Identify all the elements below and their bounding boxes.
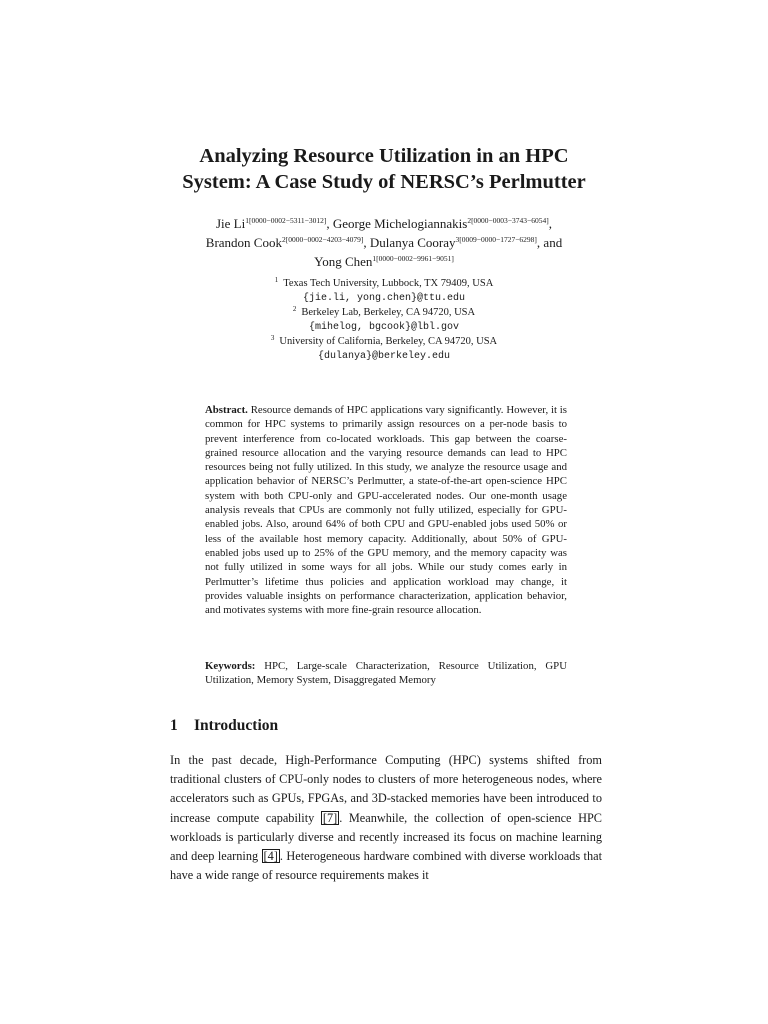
abstract-text: Resource demands of HPC applications vary significantly. However, it is common for HPC systems to primarily assign resources on a per-node basis to prevent interference from co-located workloads. This gap between the coarse-grained resource allocation and the varying resource demands can lead to HPC resources being not fully utilized. In this study, we analyze the resource usage and application behavior of NERSC’s Perlmutter, a state-of-the-art open-science HPC system with both CPU-only and GPU-accelerated nodes. Our one-month usage analysis reveals that CPUs are commonly not fully utilized, especially for GPU-enabled jobs. Also, around 64% of both CPU and GPU-enabled jobs used 50% or less of the available host memory capacity. Additionally, about 50% of GPU-enabled jobs used up to 25% of the GPU memory, and the memory capacity was not fully utilized in some ways for all jobs. While our study comes early in Perlmutter’s lifetime thus policies and application workload may change, it provides valuable insights on performance characterization, application behavior, and motivates systems with more fine-grain resource allocation. [205,404,567,617]
keywords-label: Keywords: [205,660,256,672]
affiliation-line [150,335,618,350]
author-name: Yong Chen [314,254,373,269]
introduction-paragraph [170,751,602,885]
author-list: Jie $Li^{1[0000-0002-5311-3012]}$, George Michelogiannakis$^{2[0000-0003-3743-6054]}$, Brandon Cook$^{2[0000-0002-4203-4079]}$, Dulanya Cooray$^{3[0009-0000-1727-6298]}$, and Yong Chen$^{1[0000-0002-9961-9051]}$ [205,216,563,269]
author-orcid: 3[0009−0000−1727−6298] [455,235,537,244]
citation-link[interactable]: [4] [263,849,278,864]
section-number: 1 [170,717,178,734]
affiliation-list [150,277,618,365]
title-line-2: System: A Case Study of NERSC’s Perlmutter [182,171,586,193]
author-name: Dulanya Cooray [369,235,456,250]
affiliation-place: Texas Tech University, Lubbock, TX 79409, USA [283,278,494,289]
affiliation-number: 1 [274,276,279,284]
title-line-1: Analyzing Resource Utilization in an HPC [199,145,569,167]
author-orcid: 1[0000−0002−5311−3012] [245,216,327,225]
intro-text: In the past decade, High-Performance Computing (HPC) systems shifted from traditional clusters of CPU-only nodes to clusters of more heterogeneous nodes, where accelerators such as GPUs, FPGAs, and 3D-stacked memories have been introduced to increase compute capability [170,753,602,825]
affiliation-number: 2 [292,305,297,314]
affiliation-place: University of California, Berkeley, CA 94720, USA [279,336,498,348]
citation-link[interactable]: [7] [322,810,338,825]
affiliation-number: 3 [270,334,275,343]
affiliation-email: {jie.li, yong.chen}@ttu.edu [302,292,466,304]
author-orcid: 1[0000−0002−9961−9051] [372,254,454,263]
affiliation-email: {dulanya}@berkeley.edu [317,350,451,362]
author-orcid: 2[0000−0003−3743−6054] [467,216,549,225]
intro-text: . Meanwhile, the collection of open-science HPC workloads is particularly diverse and recently increased its focus on machine learning and deep learning [170,810,603,864]
section-heading [170,716,278,736]
keywords [205,659,567,688]
affiliation-place: Berkeley Lab, Berkeley, CA 94720, USA [301,307,476,319]
author-name: Brandon Cook [205,235,282,250]
author-conjunction: and [543,235,563,250]
author-orcid: 2[0000−0002−4203−4079] [281,235,364,244]
author-name: George Michelogiannakis [332,216,468,231]
keywords-text: HPC, Large-scale Characterization, Resource Utilization, GPU Utilization, Memory System, Disaggregated Memory [205,660,567,687]
author-name: Jie Li [215,216,246,231]
paper-title [0,143,768,195]
affiliation-email: {mihelog, bgcook}@lbl.gov [308,321,460,333]
section-title: Introduction [194,717,279,734]
affiliation-line [150,277,618,292]
affiliation-line [150,306,618,321]
abstract [205,403,567,617]
intro-text: . Heterogeneous hardware combined with diverse workloads that have a wide range of resource requirements makes it [170,849,602,883]
abstract-label: Abstract. [205,404,248,416]
